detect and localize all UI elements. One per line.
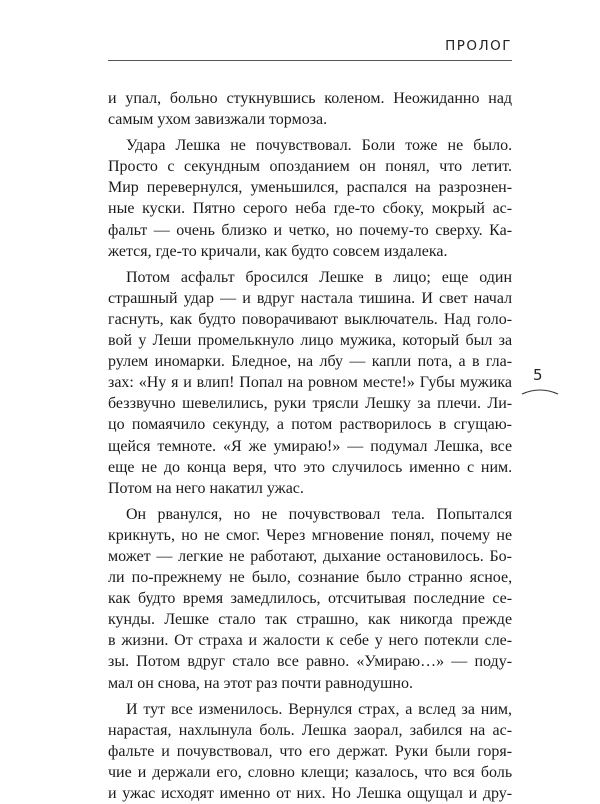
text-line: ли по-прежнему не было, сознание было странно ясное,: [108, 569, 513, 587]
page-number: 5: [533, 366, 543, 384]
paragraph: [108, 699, 512, 804]
text-line: и упал, больно стукнувшись коленом. Неожиданно над: [108, 90, 513, 107]
text-line: фальт — очень близко и четко, но почему-то сверху. Ка-: [108, 221, 513, 239]
text-line: нарастая, нахлынула боль. Лешка заорал, забился на ас-: [108, 721, 513, 739]
page-number-arc: [520, 384, 560, 398]
text-line: в жизни. От страха и жалости к себе у него потекли сле-: [108, 632, 513, 650]
text-line: И тут все изменилось. Вернулся страх, а вслед за ним,: [126, 700, 512, 718]
running-header: [108, 32, 512, 62]
text-line: Потом на него накатил ужас.: [108, 479, 304, 497]
text-line: Удара Лешка не почувствовал. Боли тоже не было.: [126, 137, 513, 155]
text-line: Мир перевернулся, уменьшился, распался на разрознен-: [108, 179, 513, 197]
text-line: крикнуть, но не смог. Через мгновение понял, почему не: [108, 526, 513, 544]
text-line: жется, где-то кричали, как будто совсем издалека.: [108, 242, 448, 260]
text-line: вой у Леши промелькнуло лицо мужика, который был за: [108, 332, 513, 350]
text-line: беззвучно шевелились, руки трясли Лешку за плечи. Ли-: [108, 395, 513, 413]
text-line: и ужас исходят именно от них. Но Лешка ощущал и дру-: [108, 785, 513, 802]
text-line: Потом асфальт бросился Лешке в лицо; еще один: [126, 268, 513, 286]
text-line: чие и держали его, словно клещи; казалось, что вся боль: [108, 763, 513, 781]
text-line: цо помаячило секунду, а потом растворилось в сгущаю-: [108, 416, 512, 434]
text-line: зы. Потом вдруг стало все равно. «Умираю…» — поду-: [108, 653, 513, 671]
text-line: еще не до конца веря, что это случилось именно с ним.: [108, 458, 513, 476]
text-line: гаснуть, как будто поворачивают выключатель. Над голо-: [108, 310, 513, 328]
paragraph: [108, 267, 512, 499]
text-line: страшный удар — и вдруг настала тишина. И свет начал: [108, 289, 513, 307]
text-line: самым ухом завизжали тормоза.: [108, 111, 328, 129]
text-line: ные куски. Пятно серого неба где-то сбоку, мокрый ас-: [108, 200, 513, 218]
chapter-title: ПРОЛОГ: [445, 38, 512, 54]
paragraph: [108, 135, 512, 262]
header-rule: [108, 60, 512, 61]
text-line: как будто время замедлилось, отсчитывая последние се-: [108, 590, 513, 608]
paragraph: [108, 88, 512, 130]
text-line: может — легкие не работают, дыхание остановилось. Бо-: [108, 547, 512, 565]
body-text: [108, 88, 512, 804]
text-line: щейся темноте. «Я же умираю!» — подумал Лешка, все: [108, 437, 513, 455]
text-line: зах: «Ну я и влип! Попал на ровном месте!» Губы мужика: [108, 374, 513, 392]
text-line: кунды. Лешке стало так страшно, как никогда прежде: [108, 611, 513, 629]
text-line: Просто с секундным опозданием он понял, что летит.: [108, 158, 513, 176]
text-line: мал он снова, на этот раз почти равнодушно.: [108, 674, 413, 692]
paragraph: [108, 504, 512, 694]
text-line: фальте и почувствовал, что его держат. Руки были горя-: [108, 742, 513, 760]
text-line: рулем иномарки. Бледное, на лбу — капли пота, а в гла-: [108, 353, 513, 371]
text-line: Он рванулся, но не почувствовал тела. Попытался: [126, 505, 513, 523]
